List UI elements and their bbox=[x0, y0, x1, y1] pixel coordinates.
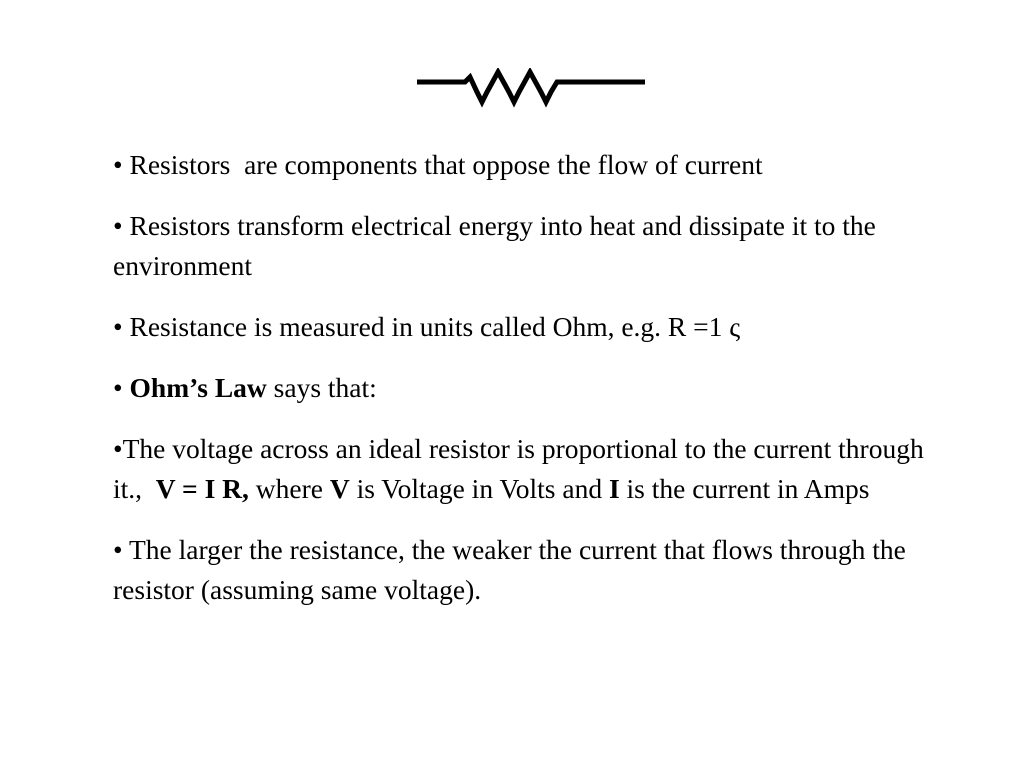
current-symbol: I bbox=[608, 473, 620, 504]
slide-content bbox=[113, 145, 943, 631]
bullet-resistors-transform-energy: • Resistors transform electrical energy into heat and dissipate it to the environment bbox=[113, 210, 883, 281]
bullet-voltage-proportional bbox=[113, 429, 943, 509]
bullet-ohms-law bbox=[113, 368, 943, 408]
voltage-text-2: where bbox=[248, 473, 330, 504]
bullet-resistors-oppose-current: • Resistors are components that oppose the flow of current bbox=[113, 149, 763, 180]
bullet-ohms-law-rest: says that: bbox=[266, 372, 377, 403]
voltage-text-3: is Voltage in Volts and bbox=[349, 473, 609, 504]
bullet-larger-resistance: • The larger the resistance, the weaker the current that flows through the resistor (assuming same voltage). bbox=[113, 534, 913, 605]
bullet-ohms-law-prefix: • bbox=[113, 372, 130, 403]
ohms-law-term: Ohm’s Law bbox=[129, 372, 267, 403]
ohms-law-formula: V = I R, bbox=[155, 473, 249, 504]
bullet-resistance-units: • Resistance is measured in units called Ohm, e.g. R =1 ς bbox=[113, 311, 741, 342]
voltage-text-1: •The voltage across an ideal resistor is proportional to the current through it., bbox=[113, 433, 931, 504]
voltage-symbol: V bbox=[329, 473, 350, 504]
voltage-text-4: is the current in Amps bbox=[619, 473, 870, 504]
resistor-symbol-icon bbox=[417, 68, 645, 108]
